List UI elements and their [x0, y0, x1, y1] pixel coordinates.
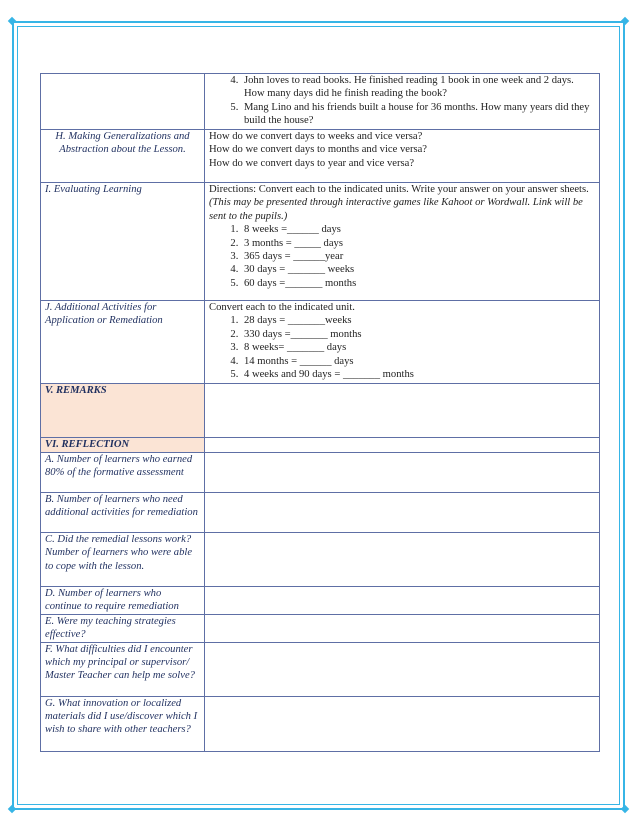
- reflection-item-row: [41, 533, 600, 587]
- reflection-answer-cell[interactable]: [205, 587, 600, 615]
- section-i-label: I. Evaluating Learning: [41, 183, 205, 301]
- reflection-item-g: G. What innovation or localized materials did I use/discover which I wish to share with other teachers?: [41, 696, 205, 751]
- reflection-answer-cell[interactable]: [205, 696, 600, 751]
- reflection-answer-cell[interactable]: [205, 614, 600, 642]
- reflection-answer-cell[interactable]: [205, 642, 600, 696]
- list-item: 4. 30 days = _______ weeks: [241, 263, 595, 276]
- reflection-item-row: [41, 587, 600, 615]
- reflection-item-row: [41, 614, 600, 642]
- list-item: 2. 3 months = _____ days: [241, 237, 595, 250]
- section-h-line: How do we convert days to year and vice versa?: [209, 157, 415, 169]
- list-item: 5. 60 days =_______ months: [241, 277, 595, 290]
- reflection-item-row: [41, 453, 600, 493]
- remediation-items: [209, 314, 595, 381]
- word-problems-cell: [205, 74, 600, 130]
- section-i-directions: [209, 183, 595, 223]
- word-problems-list: [209, 74, 595, 128]
- list-item: 1. 28 days = _______weeks: [241, 314, 595, 327]
- reflection-answer-cell[interactable]: [205, 453, 600, 493]
- reflection-row: [41, 438, 600, 453]
- list-item: 3. 8 weeks= _______ days: [241, 341, 595, 354]
- section-j-intro: Convert each to the indicated unit.: [209, 302, 355, 313]
- reflection-item-c: C. Did the remedial lessons work? Number of learners who were able to cope with the lesson.: [41, 533, 205, 587]
- section-h-row: [41, 130, 600, 183]
- reflection-label: VI. REFLECTION: [41, 438, 205, 453]
- reflection-answer-cell[interactable]: [205, 533, 600, 587]
- word-problems-row: [41, 74, 600, 130]
- remarks-label: V. REMARKS: [41, 384, 205, 438]
- section-i-row: [41, 183, 600, 301]
- remarks-row: [41, 384, 600, 438]
- list-item: 5. 4 weeks and 90 days = _______ months: [241, 368, 595, 381]
- reflection-item-row: [41, 696, 600, 751]
- corner-ornament-bottom-right: [621, 805, 629, 813]
- reflection-item-b: B. Number of learners who need additional activities for remediation: [41, 493, 205, 533]
- section-h-line: How do we convert days to months and vice versa?: [209, 144, 427, 156]
- section-j-content: [205, 301, 600, 384]
- evaluation-items: [209, 223, 595, 290]
- reflection-item-row: [41, 493, 600, 533]
- remarks-input-cell[interactable]: [205, 384, 600, 438]
- reflection-item-row: [41, 642, 600, 696]
- section-h-line: How do we convert days to weeks and vice versa?: [209, 131, 423, 142]
- list-item: 3. 365 days = ______year: [241, 250, 595, 263]
- section-i-content: [205, 183, 600, 301]
- directions-note: (This may be presented through interactive games like Kahoot or Wordwall. Link will be sent to the pupils.): [209, 197, 583, 222]
- reflection-item-d: D. Number of learners who continue to require remediation: [41, 587, 205, 615]
- list-item: 5. Mang Lino and his friends built a house for 36 months. How many years did they build the house?: [241, 101, 595, 128]
- directions-text: Directions: Convert each to the indicated units. Write your answer on your answer sheets.: [209, 184, 589, 195]
- list-item: 2. 330 days =_______ months: [241, 328, 595, 341]
- reflection-item-e: E. Were my teaching strategies effective?: [41, 614, 205, 642]
- reflection-item-a: A. Number of learners who earned 80% of the formative assessment: [41, 453, 205, 493]
- list-item: 1. 8 weeks =______ days: [241, 223, 595, 236]
- section-h-label: H. Making Generalizations and Abstraction about the Lesson.: [41, 130, 205, 183]
- reflection-answer-cell[interactable]: [205, 493, 600, 533]
- list-item: 4. John loves to read books. He finished reading 1 book in one week and 2 days. How many days did he finish reading the book?: [241, 74, 595, 101]
- section-j-row: [41, 301, 600, 384]
- reflection-item-f: F. What difficulties did I encounter which my principal or supervisor/ Master Teacher can help me solve?: [41, 642, 205, 696]
- reflection-input-cell[interactable]: [205, 438, 600, 453]
- section-j-label: J. Additional Activities for Application or Remediation: [41, 301, 205, 384]
- section-h-content: [205, 130, 600, 183]
- list-item: 4. 14 months = ______ days: [241, 355, 595, 368]
- empty-label-cell: [41, 74, 205, 130]
- lesson-plan-table: [40, 73, 600, 752]
